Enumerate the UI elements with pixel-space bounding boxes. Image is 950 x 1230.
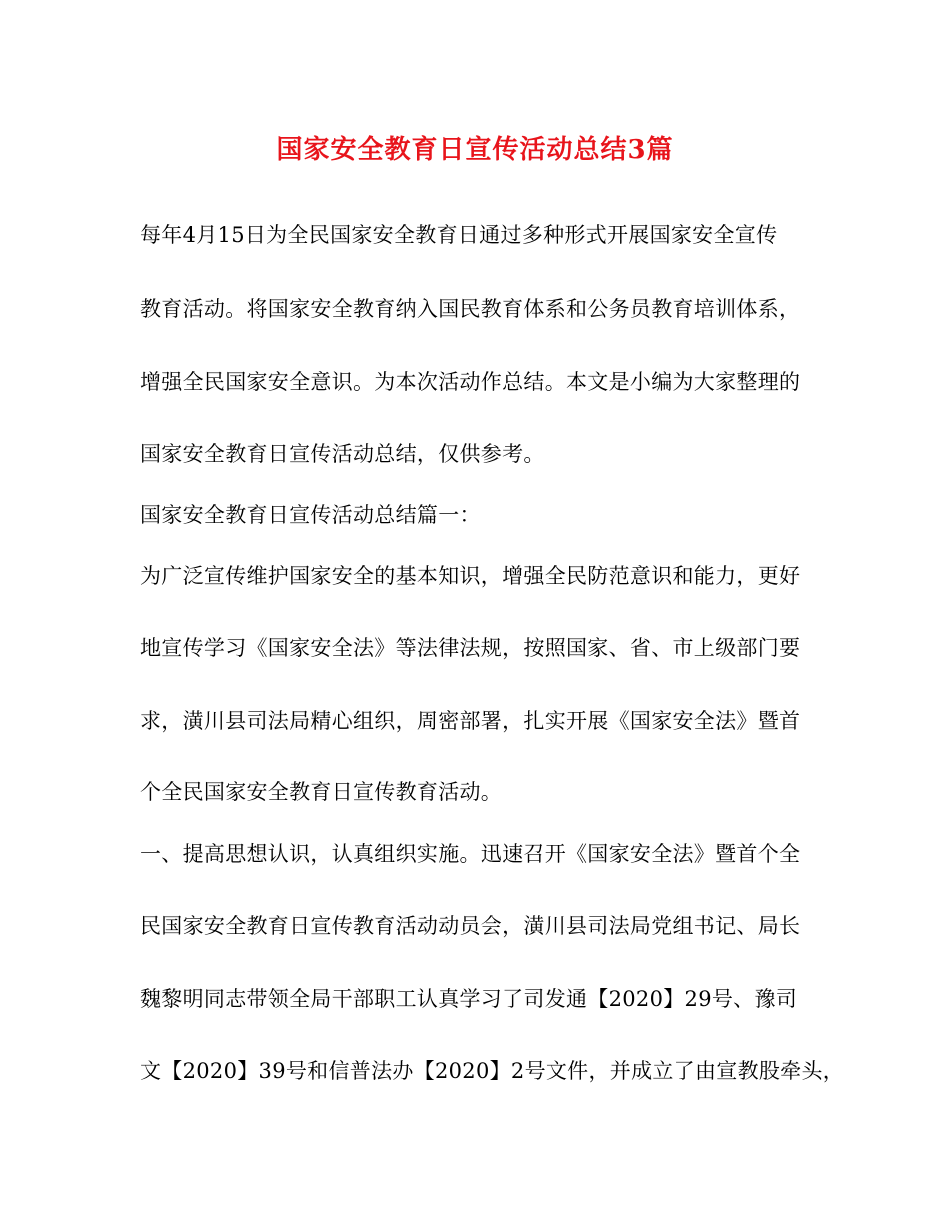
paragraph-line: 教育活动。将国家安全教育纳入国民教育体系和公务员教育培训体系， <box>140 297 801 321</box>
document-title: 国家安全教育日宣传活动总结3篇 <box>276 135 674 165</box>
paragraph-line: 求，潢川县司法局精心组织，周密部署，扎实开展《国家安全法》暨首 <box>140 709 801 733</box>
paragraph-line: 增强全民国家安全意识。为本次活动作总结。本文是小编为大家整理的 <box>140 370 801 394</box>
paragraph-line: 每年4月15日为全民国家安全教育日通过多种形式开展国家安全宣传 <box>140 223 778 247</box>
paragraph-line: 地宣传学习《国家安全法》等法律法规，按照国家、省、市上级部门要 <box>140 636 801 660</box>
paragraph-line: 文【2020】39号和信普法办【2020】2号文件，并成立了由宣教股牵头， <box>140 1059 845 1083</box>
paragraph-line: 一、提高思想认识，认真组织实施。迅速召开《国家安全法》暨首个全 <box>140 842 801 866</box>
paragraph-line: 魏黎明同志带领全局干部职工认真学习了司发通【2020】29号、豫司 <box>140 987 798 1011</box>
paragraph-line: 个全民国家安全教育日宣传教育活动。 <box>140 780 503 804</box>
paragraph-line: 国家安全教育日宣传活动总结，仅供参考。 <box>140 442 545 466</box>
paragraph-line: 为广泛宣传维护国家安全的基本知识，增强全民防范意识和能力，更好 <box>140 564 801 588</box>
section-heading: 国家安全教育日宣传活动总结篇一： <box>140 503 481 527</box>
paragraph-line: 民国家安全教育日宣传教育活动动员会，潢川县司法局党组书记、局长 <box>140 914 801 938</box>
